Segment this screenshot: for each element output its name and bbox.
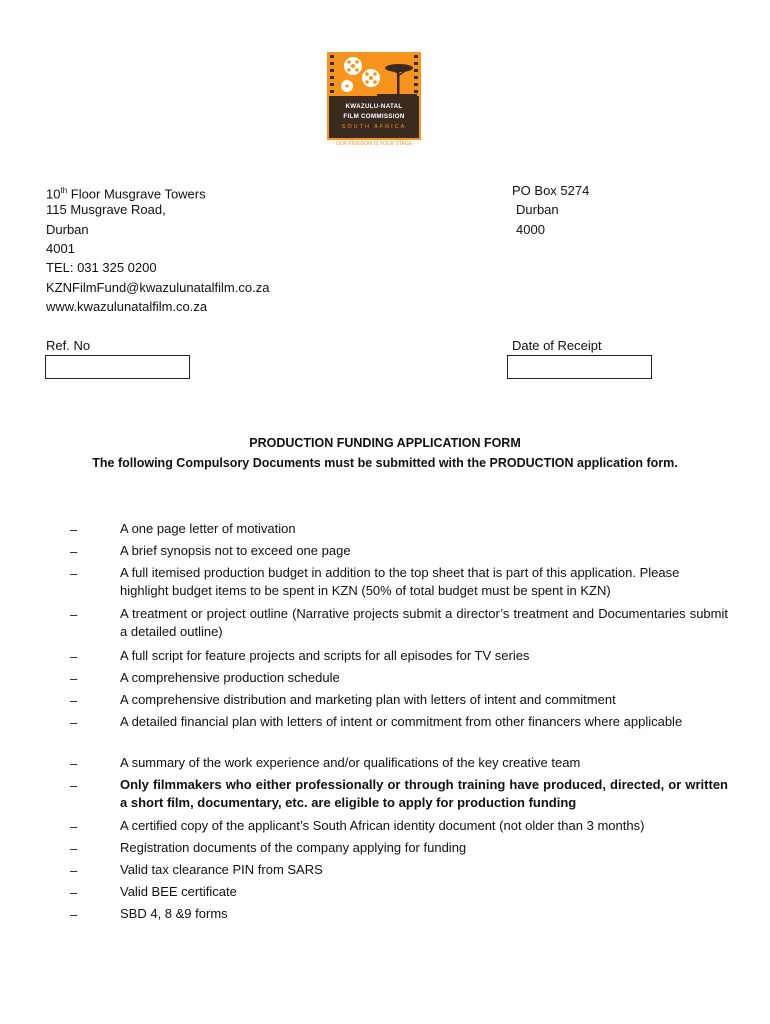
- address-postal-code: 4001: [46, 241, 75, 256]
- list-bullet: –: [70, 756, 78, 771]
- logo-line-3: SOUTH AFRICA: [341, 124, 407, 130]
- list-bullet: –: [70, 715, 78, 730]
- list-bullet: –: [70, 649, 78, 664]
- list-bullet: –: [70, 693, 78, 708]
- list-item: A treatment or project outline (Narrative projects submit a director’s treatment and Documentaries submit a detailed outline): [120, 606, 728, 639]
- list-item-eligibility: Only filmmakers who either professionally or through training have produced, directed, or written a short film, documentary, etc. are eligible to apply for production funding: [120, 777, 728, 810]
- list-item: Valid tax clearance PIN from SARS: [120, 862, 323, 877]
- logo-tagline: - OUR KINGDOM IS YOUR STAGE -: [332, 141, 416, 147]
- address-website: www.kwazulunatalfilm.co.za: [46, 299, 208, 314]
- list-item: A detailed financial plan with letters of intent or commitment from other financers where applicable: [120, 714, 683, 729]
- address-telephone: TEL: 031 325 0200: [46, 260, 157, 275]
- form-subtitle: The following Compulsory Documents must be submitted with the PRODUCTION application form.: [92, 456, 678, 470]
- list-item: A brief synopsis not to exceed one page: [120, 543, 351, 558]
- list-bullet: –: [70, 885, 78, 900]
- list-item: SBD 4, 8 &9 forms: [120, 906, 228, 921]
- address-street: 115 Musgrave Road,: [46, 202, 166, 217]
- logo-line-2: FILM COMMISSION: [343, 113, 405, 120]
- list-bullet: –: [70, 841, 78, 856]
- address-city: Durban: [46, 222, 89, 237]
- list-bullet: –: [70, 607, 78, 622]
- date-of-receipt-label: Date of Receipt: [512, 338, 602, 353]
- list-item: A full itemised production budget in addition to the top sheet that is part of this application. Please highlight budget items to be spent in KZN (50% of total budget must be spent in KZN): [120, 565, 680, 598]
- list-bullet: –: [70, 907, 78, 922]
- list-bullet: –: [70, 863, 78, 878]
- list-bullet: –: [70, 522, 78, 537]
- list-item: A summary of the work experience and/or qualifications of the key creative team: [120, 755, 581, 770]
- form-title: PRODUCTION FUNDING APPLICATION FORM: [249, 436, 521, 450]
- ref-no-label: Ref. No: [46, 338, 91, 353]
- po-postal-code: 4000: [516, 222, 545, 237]
- list-item: A one page letter of motivation: [120, 521, 296, 536]
- address-floor: 10th Floor Musgrave Towers: [46, 186, 206, 202]
- list-bullet: –: [70, 819, 78, 834]
- list-item: Registration documents of the company applying for funding: [120, 840, 467, 855]
- address-email: KZNFilmFund@kwazulunatalfilm.co.za: [46, 280, 270, 295]
- list-item: A full script for feature projects and scripts for all episodes for TV series: [120, 648, 530, 663]
- list-item: Valid BEE certificate: [120, 884, 237, 899]
- kzn-film-commission-logo: [327, 52, 421, 150]
- ref-no-field[interactable]: [45, 355, 190, 379]
- list-bullet: –: [70, 778, 78, 793]
- list-item: A comprehensive distribution and marketing plan with letters of intent and commitment: [120, 692, 616, 707]
- po-box: PO Box 5274: [512, 183, 590, 198]
- po-city: Durban: [516, 202, 559, 217]
- list-item: A certified copy of the applicant’s South African identity document (not older than 3 months): [120, 818, 645, 833]
- list-bullet: –: [70, 566, 78, 581]
- film-reel-icon: [327, 52, 421, 98]
- list-item: A comprehensive production schedule: [120, 670, 340, 685]
- date-of-receipt-field[interactable]: [507, 355, 652, 379]
- list-bullet: –: [70, 544, 78, 559]
- logo-line-1: KWAZULU-NATAL: [345, 103, 403, 110]
- list-bullet: –: [70, 671, 78, 686]
